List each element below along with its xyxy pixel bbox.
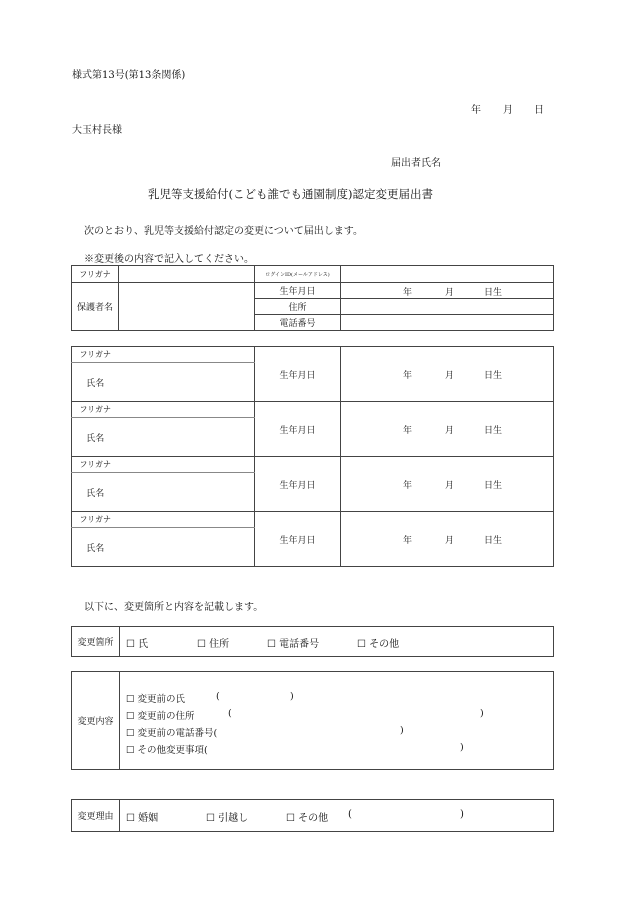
child-birth-day: 日生 <box>484 426 503 436</box>
child-birth-year: 年 <box>403 481 413 491</box>
applicant-name-label: 届出者氏名 <box>391 158 441 169</box>
change-content-items <box>120 672 554 770</box>
child-birth-day: 日生 <box>484 481 503 491</box>
date-day-label: 日 <box>534 105 544 116</box>
login-id-field[interactable] <box>341 266 554 283</box>
previous-surname-close: ) <box>290 690 294 702</box>
child-name-field[interactable] <box>119 363 255 402</box>
guardian-phone-label: 電話番号 <box>255 315 341 331</box>
child-birth-label: 生年月日 <box>255 512 341 567</box>
checkbox-marriage[interactable]: ☐ 婚姻 <box>126 812 159 824</box>
guardian-furigana-field[interactable] <box>119 266 255 283</box>
child-birth-month: 月 <box>445 481 455 491</box>
child-name-label: 氏名 <box>72 473 119 512</box>
change-reason-options <box>120 800 554 832</box>
checkbox-surname[interactable]: ☐ 氏 <box>126 638 149 650</box>
change-reason-table <box>71 799 554 832</box>
change-intro-text: 以下に、変更箇所と内容を記載します。 <box>84 602 264 613</box>
date-year-label: 年 <box>471 105 481 116</box>
checkbox-previous-surname[interactable]: ☐ 変更前の氏 <box>126 693 186 705</box>
child-birth-day: 日生 <box>484 371 503 381</box>
children-table <box>71 346 554 567</box>
checkbox-previous-address[interactable]: ☐ 変更前の住所 <box>126 710 195 722</box>
child-name-field[interactable] <box>119 473 255 512</box>
change-content-table <box>71 671 554 770</box>
guardian-birth-month: 月 <box>445 287 455 298</box>
child-birth-day: 日生 <box>484 536 503 546</box>
reason-other-close: ) <box>460 808 464 820</box>
addressee: 大玉村長様 <box>72 125 122 136</box>
form-number: 様式第13号(第13条関係) <box>72 70 186 81</box>
child-furigana-field[interactable] <box>119 512 255 528</box>
child-birth-field[interactable] <box>341 402 554 457</box>
checkbox-moving[interactable]: ☐ 引越し <box>206 812 249 824</box>
child-birth-month: 月 <box>445 426 455 436</box>
checkbox-reason-other[interactable]: ☐ その他 <box>286 812 329 824</box>
child-furigana-label: フリガナ <box>72 347 119 363</box>
guardian-table <box>71 265 554 331</box>
checkbox-previous-phone[interactable]: ☐ 変更前の電話番号( <box>126 727 218 739</box>
previous-address-open: ( <box>228 707 232 719</box>
change-location-options <box>120 627 554 657</box>
child-furigana-field[interactable] <box>119 347 255 363</box>
child-birth-month: 月 <box>445 536 455 546</box>
child-furigana-field[interactable] <box>119 457 255 473</box>
checkbox-other-change[interactable]: ☐ その他変更事項( <box>126 744 208 756</box>
child-birth-label: 生年月日 <box>255 347 341 402</box>
change-location-label: 変更箇所 <box>72 627 120 657</box>
checkbox-address[interactable]: ☐ 住所 <box>197 638 230 650</box>
guardian-furigana-label: フリガナ <box>72 266 119 283</box>
child-furigana-label: フリガナ <box>72 402 119 418</box>
other-change-close: ) <box>460 741 464 753</box>
guardian-address-field[interactable] <box>341 299 554 315</box>
guardian-address-label: 住所 <box>255 299 341 315</box>
child-birth-field[interactable] <box>341 457 554 512</box>
change-content-label: 変更内容 <box>72 672 120 770</box>
previous-address-close: ) <box>480 707 484 719</box>
checkbox-other[interactable]: ☐ その他 <box>357 638 400 650</box>
guardian-name-label: 保護者名 <box>72 283 119 331</box>
child-name-field[interactable] <box>119 418 255 457</box>
child-birth-month: 月 <box>445 371 455 381</box>
guardian-name-field[interactable] <box>119 283 255 331</box>
previous-phone-close: ) <box>400 724 404 736</box>
child-name-label: 氏名 <box>72 528 119 567</box>
login-id-label: ログインID(メールアドレス) <box>255 266 341 283</box>
child-name-label: 氏名 <box>72 418 119 457</box>
change-location-table <box>71 626 554 657</box>
previous-surname-open: ( <box>216 690 220 702</box>
child-birth-label: 生年月日 <box>255 402 341 457</box>
guardian-phone-field[interactable] <box>341 315 554 331</box>
checkbox-phone[interactable]: ☐ 電話番号 <box>267 638 320 650</box>
page-title: 乳児等支援給付(こども誰でも通園制度)認定変更届出書 <box>148 187 433 201</box>
date-month-label: 月 <box>503 105 513 116</box>
child-furigana-field[interactable] <box>119 402 255 418</box>
child-birth-label: 生年月日 <box>255 457 341 512</box>
child-name-field[interactable] <box>119 528 255 567</box>
guardian-birth-field[interactable] <box>341 283 554 299</box>
intro-text: 次のとおり、乳児等支援給付認定の変更について届出します。 <box>84 226 363 237</box>
child-furigana-label: フリガナ <box>72 457 119 473</box>
guardian-birth-label: 生年月日 <box>255 283 341 299</box>
note-text: ※変更後の内容で記入してください。 <box>84 254 254 265</box>
child-birth-year: 年 <box>403 426 413 436</box>
change-reason-label: 変更理由 <box>72 800 120 832</box>
child-birth-field[interactable] <box>341 512 554 567</box>
guardian-birth-day: 日生 <box>484 287 503 298</box>
child-birth-field[interactable] <box>341 347 554 402</box>
child-birth-year: 年 <box>403 536 413 546</box>
child-birth-year: 年 <box>403 371 413 381</box>
reason-other-open: ( <box>348 808 352 820</box>
child-furigana-label: フリガナ <box>72 512 119 528</box>
guardian-birth-year: 年 <box>403 287 413 298</box>
child-name-label: 氏名 <box>72 363 119 402</box>
